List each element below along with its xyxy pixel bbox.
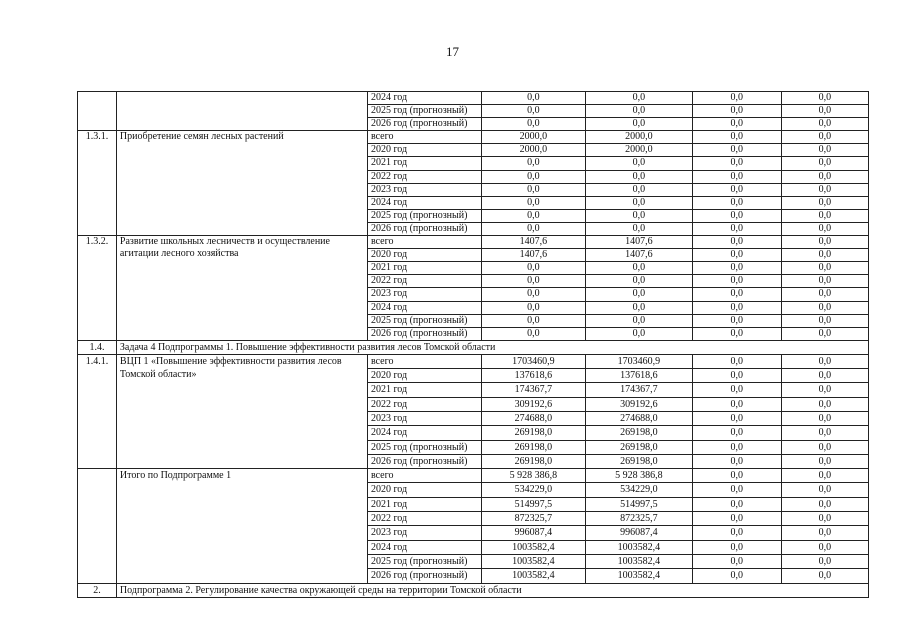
amount-other-cell: 0,0 (781, 526, 868, 540)
amount-other-cell: 0,0 (781, 411, 868, 425)
amount-other-cell: 0,0 (781, 354, 868, 368)
amount-federal-cell: 0,0 (692, 222, 781, 235)
amount-regional-cell: 0,0 (586, 314, 693, 327)
amount-federal-cell: 0,0 (692, 236, 781, 249)
row-name: Приобретение семян лесных растений (116, 131, 367, 236)
amount-federal-cell: 0,0 (692, 383, 781, 397)
amount-regional-cell: 1003582,4 (586, 540, 693, 554)
amount-regional-cell: 0,0 (586, 170, 693, 183)
section-title: Задача 4 Подпрограммы 1. Повышение эффективности развития лесов Томской области (116, 340, 868, 354)
amount-total-cell: 269198,0 (481, 440, 586, 454)
amount-other-cell: 0,0 (781, 497, 868, 511)
period-cell: 2022 год (367, 170, 481, 183)
amount-regional-cell: 1003582,4 (586, 554, 693, 568)
amount-total-cell: 137618,6 (481, 369, 586, 383)
amount-federal-cell: 0,0 (692, 554, 781, 568)
amount-regional-cell: 0,0 (586, 262, 693, 275)
amount-regional-cell: 0,0 (586, 275, 693, 288)
amount-total-cell: 269198,0 (481, 426, 586, 440)
amount-total-cell: 0,0 (481, 196, 586, 209)
amount-other-cell: 0,0 (781, 222, 868, 235)
amount-regional-cell: 0,0 (586, 157, 693, 170)
amount-regional-cell: 137618,6 (586, 369, 693, 383)
row-number: 1.4.1. (78, 354, 117, 468)
period-cell: 2021 год (367, 497, 481, 511)
period-cell: всего (367, 131, 481, 144)
amount-other-cell: 0,0 (781, 170, 868, 183)
amount-regional-cell: 0,0 (586, 105, 693, 118)
amount-total-cell: 0,0 (481, 157, 586, 170)
amount-other-cell: 0,0 (781, 327, 868, 340)
row-name: ВЦП 1 «Повышение эффективности развития лесов Томской области» (116, 354, 367, 468)
amount-federal-cell: 0,0 (692, 118, 781, 131)
table-row (78, 469, 869, 483)
amount-federal-cell: 0,0 (692, 354, 781, 368)
period-cell: всего (367, 469, 481, 483)
amount-federal-cell: 0,0 (692, 92, 781, 105)
amount-federal-cell: 0,0 (692, 249, 781, 262)
amount-regional-cell: 269198,0 (586, 454, 693, 468)
amount-federal-cell: 0,0 (692, 288, 781, 301)
amount-federal-cell: 0,0 (692, 526, 781, 540)
section-header-row (78, 340, 869, 354)
amount-federal-cell: 0,0 (692, 314, 781, 327)
amount-total-cell: 1003582,4 (481, 554, 586, 568)
period-cell: 2022 год (367, 397, 481, 411)
amount-other-cell: 0,0 (781, 144, 868, 157)
period-cell: всего (367, 236, 481, 249)
amount-federal-cell: 0,0 (692, 369, 781, 383)
amount-total-cell: 0,0 (481, 118, 586, 131)
period-cell: 2022 год (367, 512, 481, 526)
budget-table (77, 91, 869, 598)
amount-other-cell: 0,0 (781, 369, 868, 383)
amount-regional-cell: 0,0 (586, 288, 693, 301)
amount-federal-cell: 0,0 (692, 411, 781, 425)
amount-total-cell: 0,0 (481, 301, 586, 314)
amount-regional-cell: 534229,0 (586, 483, 693, 497)
amount-regional-cell: 2000,0 (586, 131, 693, 144)
amount-total-cell: 0,0 (481, 209, 586, 222)
table-row (78, 236, 869, 249)
amount-total-cell: 0,0 (481, 170, 586, 183)
amount-total-cell: 1407,6 (481, 236, 586, 249)
amount-federal-cell: 0,0 (692, 497, 781, 511)
amount-other-cell: 0,0 (781, 512, 868, 526)
amount-federal-cell: 0,0 (692, 569, 781, 583)
period-cell: 2026 год (прогнозный) (367, 222, 481, 235)
amount-total-cell: 1003582,4 (481, 540, 586, 554)
row-name: Развитие школьных лесничеств и осуществление агитации лесного хозяйства (116, 236, 367, 341)
amount-regional-cell: 5 928 386,8 (586, 469, 693, 483)
amount-other-cell: 0,0 (781, 483, 868, 497)
amount-regional-cell: 0,0 (586, 118, 693, 131)
amount-total-cell: 2000,0 (481, 131, 586, 144)
amount-regional-cell: 269198,0 (586, 440, 693, 454)
amount-regional-cell: 996087,4 (586, 526, 693, 540)
period-cell: 2023 год (367, 411, 481, 425)
period-cell: 2024 год (367, 92, 481, 105)
amount-regional-cell: 0,0 (586, 222, 693, 235)
amount-federal-cell: 0,0 (692, 483, 781, 497)
amount-federal-cell: 0,0 (692, 327, 781, 340)
row-number: 1.3.2. (78, 236, 117, 341)
amount-total-cell: 274688,0 (481, 411, 586, 425)
amount-regional-cell: 2000,0 (586, 144, 693, 157)
amount-regional-cell: 174367,7 (586, 383, 693, 397)
amount-other-cell: 0,0 (781, 275, 868, 288)
section-header-row (78, 583, 869, 597)
amount-federal-cell: 0,0 (692, 157, 781, 170)
amount-federal-cell: 0,0 (692, 144, 781, 157)
row-name: Итого по Подпрограмме 1 (116, 469, 367, 583)
amount-other-cell: 0,0 (781, 383, 868, 397)
amount-total-cell: 269198,0 (481, 454, 586, 468)
amount-regional-cell: 0,0 (586, 209, 693, 222)
amount-other-cell: 0,0 (781, 288, 868, 301)
amount-federal-cell: 0,0 (692, 209, 781, 222)
amount-total-cell: 0,0 (481, 314, 586, 327)
period-cell: 2025 год (прогнозный) (367, 105, 481, 118)
amount-federal-cell: 0,0 (692, 131, 781, 144)
row-number (78, 92, 117, 131)
amount-other-cell: 0,0 (781, 301, 868, 314)
amount-federal-cell: 0,0 (692, 196, 781, 209)
amount-total-cell: 0,0 (481, 275, 586, 288)
period-cell: 2021 год (367, 157, 481, 170)
amount-federal-cell: 0,0 (692, 540, 781, 554)
amount-other-cell: 0,0 (781, 209, 868, 222)
amount-total-cell: 0,0 (481, 327, 586, 340)
amount-total-cell: 0,0 (481, 288, 586, 301)
amount-total-cell: 5 928 386,8 (481, 469, 586, 483)
period-cell: 2024 год (367, 301, 481, 314)
amount-other-cell: 0,0 (781, 92, 868, 105)
amount-federal-cell: 0,0 (692, 512, 781, 526)
amount-total-cell: 0,0 (481, 105, 586, 118)
page-number: 17 (446, 44, 459, 59)
amount-other-cell: 0,0 (781, 440, 868, 454)
amount-federal-cell: 0,0 (692, 454, 781, 468)
period-cell: 2023 год (367, 526, 481, 540)
period-cell: 2020 год (367, 369, 481, 383)
amount-other-cell: 0,0 (781, 196, 868, 209)
amount-total-cell: 0,0 (481, 222, 586, 235)
period-cell: 2023 год (367, 288, 481, 301)
amount-federal-cell: 0,0 (692, 170, 781, 183)
period-cell: 2020 год (367, 483, 481, 497)
amount-federal-cell: 0,0 (692, 397, 781, 411)
amount-federal-cell: 0,0 (692, 426, 781, 440)
amount-regional-cell: 0,0 (586, 183, 693, 196)
period-cell: 2026 год (прогнозный) (367, 569, 481, 583)
amount-total-cell: 0,0 (481, 92, 586, 105)
period-cell: 2021 год (367, 262, 481, 275)
amount-federal-cell: 0,0 (692, 105, 781, 118)
table-row (78, 92, 869, 105)
period-cell: всего (367, 354, 481, 368)
amount-total-cell: 174367,7 (481, 383, 586, 397)
period-cell: 2025 год (прогнозный) (367, 440, 481, 454)
period-cell: 2025 год (прогнозный) (367, 554, 481, 568)
amount-regional-cell: 1407,6 (586, 236, 693, 249)
amount-regional-cell: 0,0 (586, 301, 693, 314)
amount-federal-cell: 0,0 (692, 440, 781, 454)
amount-regional-cell: 872325,7 (586, 512, 693, 526)
table-row (78, 131, 869, 144)
amount-other-cell: 0,0 (781, 131, 868, 144)
amount-total-cell: 872325,7 (481, 512, 586, 526)
section-number: 1.4. (78, 340, 117, 354)
amount-regional-cell: 269198,0 (586, 426, 693, 440)
amount-total-cell: 309192,6 (481, 397, 586, 411)
amount-regional-cell: 1407,6 (586, 249, 693, 262)
amount-other-cell: 0,0 (781, 314, 868, 327)
amount-other-cell: 0,0 (781, 469, 868, 483)
row-name (116, 92, 367, 131)
amount-federal-cell: 0,0 (692, 301, 781, 314)
row-number: 1.3.1. (78, 131, 117, 236)
period-cell: 2022 год (367, 275, 481, 288)
amount-total-cell: 0,0 (481, 262, 586, 275)
amount-other-cell: 0,0 (781, 454, 868, 468)
amount-total-cell: 996087,4 (481, 526, 586, 540)
amount-regional-cell: 0,0 (586, 327, 693, 340)
period-cell: 2024 год (367, 426, 481, 440)
period-cell: 2026 год (прогнозный) (367, 327, 481, 340)
amount-federal-cell: 0,0 (692, 275, 781, 288)
amount-other-cell: 0,0 (781, 554, 868, 568)
period-cell: 2026 год (прогнозный) (367, 454, 481, 468)
amount-federal-cell: 0,0 (692, 469, 781, 483)
row-number (78, 469, 117, 583)
section-number: 2. (78, 583, 117, 597)
amount-other-cell: 0,0 (781, 397, 868, 411)
period-cell: 2025 год (прогнозный) (367, 209, 481, 222)
amount-federal-cell: 0,0 (692, 183, 781, 196)
table-row (78, 354, 869, 368)
amount-total-cell: 1703460,9 (481, 354, 586, 368)
amount-other-cell: 0,0 (781, 249, 868, 262)
amount-other-cell: 0,0 (781, 540, 868, 554)
period-cell: 2021 год (367, 383, 481, 397)
amount-regional-cell: 0,0 (586, 92, 693, 105)
amount-other-cell: 0,0 (781, 569, 868, 583)
amount-total-cell: 1407,6 (481, 249, 586, 262)
period-cell: 2024 год (367, 196, 481, 209)
period-cell: 2020 год (367, 144, 481, 157)
amount-regional-cell: 1003582,4 (586, 569, 693, 583)
amount-total-cell: 1003582,4 (481, 569, 586, 583)
amount-other-cell: 0,0 (781, 183, 868, 196)
period-cell: 2024 год (367, 540, 481, 554)
amount-regional-cell: 1703460,9 (586, 354, 693, 368)
amount-other-cell: 0,0 (781, 105, 868, 118)
period-cell: 2025 год (прогнозный) (367, 314, 481, 327)
amount-other-cell: 0,0 (781, 236, 868, 249)
amount-regional-cell: 309192,6 (586, 397, 693, 411)
amount-total-cell: 534229,0 (481, 483, 586, 497)
amount-total-cell: 514997,5 (481, 497, 586, 511)
period-cell: 2026 год (прогнозный) (367, 118, 481, 131)
amount-total-cell: 0,0 (481, 183, 586, 196)
amount-total-cell: 2000,0 (481, 144, 586, 157)
amount-other-cell: 0,0 (781, 157, 868, 170)
budget-table-body (78, 92, 869, 598)
amount-federal-cell: 0,0 (692, 262, 781, 275)
amount-regional-cell: 274688,0 (586, 411, 693, 425)
amount-regional-cell: 514997,5 (586, 497, 693, 511)
section-title: Подпрограмма 2. Регулирование качества окружающей среды на территории Томской области (116, 583, 868, 597)
amount-other-cell: 0,0 (781, 262, 868, 275)
period-cell: 2020 год (367, 249, 481, 262)
amount-other-cell: 0,0 (781, 426, 868, 440)
amount-other-cell: 0,0 (781, 118, 868, 131)
period-cell: 2023 год (367, 183, 481, 196)
amount-regional-cell: 0,0 (586, 196, 693, 209)
